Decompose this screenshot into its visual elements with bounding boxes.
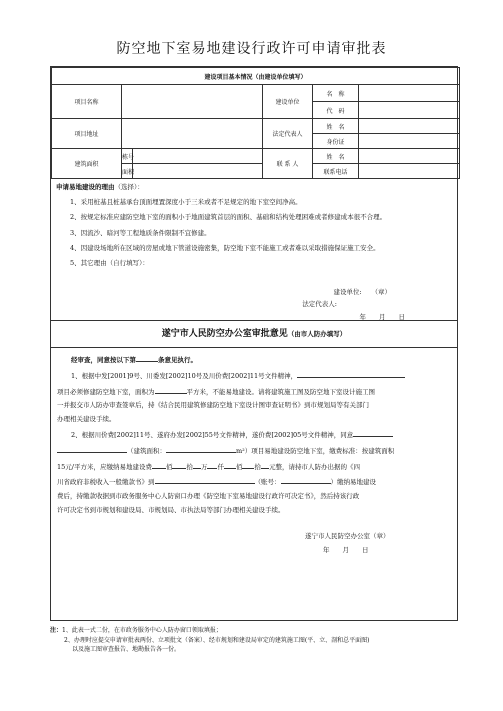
reason-item[interactable]: 1、采用桩基且桩基承台顶面埋置深度小于三米或者不足规定的地下室空间净高。 [70,198,302,207]
contact-name-label: 姓 名 [313,149,359,164]
bank-field[interactable] [155,474,255,484]
unit-code-label: 代 码 [313,102,359,119]
unit-name-label: 名 称 [313,85,359,102]
fee-unit: 佰 [165,462,173,471]
note-item: 2、办理时应提交申请审批表两份、立项批文（备案）、经市规划和建设局审定的建筑施工图(平、立、剖和总平面图) [64,636,370,644]
contact-label: 联 系 人 [263,149,313,179]
para2-project-field-2[interactable] [57,443,127,453]
fee-unit: 仟 [217,462,224,471]
area-label: 面积 [122,164,133,179]
building-no-field[interactable] [133,149,263,164]
notes-label: 注： [50,627,63,634]
fee-unit: 拾 [254,462,261,471]
para2-fee-b: 元整，请持市人防办出据的《四 [268,462,360,471]
para2-project-field[interactable] [353,427,393,437]
para2-bank-c: ）缴纳易地建设 [330,478,376,487]
unit-name-field[interactable] [359,85,460,102]
basic-info-header: 建设项目基本情况（由建设单位填写） [52,68,460,85]
project-address-label: 项目地址 [52,119,122,149]
para1-line2a: 项目必须修建防空地下室，面积为 [57,387,155,396]
contact-phone-field[interactable] [359,164,460,179]
para1-line2b: 平方米，不能易地建设。请将建筑施工图及防空地下室设计施工图 [186,387,375,396]
build-unit-label: 建设单位 [263,85,313,119]
fee-unit: 万 [200,462,208,471]
para1-area-field[interactable] [155,384,187,394]
sign-date: 年 月 日 [359,313,405,321]
basic-info-table [51,67,460,179]
sign-legal: 法定代表人: [302,300,337,308]
para2-fee-a: 15元/平方米，应缴纳易地建设费 [57,462,152,471]
opinion-heading: 遂宁市人民防空办公室审批意见 [161,329,288,339]
fee-unit: 拾 [186,462,193,471]
account-field[interactable] [281,474,331,484]
page-title: 防空地下室易地建设行政许可申请审批表 [116,41,387,57]
reason-item[interactable]: 2、按规定标准应建防空地下室的面积小于地面建筑首层的面积、基础和结构处理困难或者修建成本很不合理。 [70,213,387,222]
contact-name-field[interactable] [359,149,460,164]
fee-digit-field[interactable] [193,459,201,469]
reasons-heading-suffix: （选择）： [114,183,144,191]
legal-rep-name-field[interactable] [359,119,460,134]
para1-line4: 办理相关建设手续。 [57,415,116,424]
para1-project-field[interactable] [297,368,405,378]
para2-area-b: m²）项目易地建设防空地下室，缴费标准：按建筑面积 [236,446,395,455]
fee-digit-field[interactable] [261,459,269,469]
building-no-label: 栋号 [122,149,133,164]
fee-digit-field[interactable] [224,459,236,469]
opinion-header [51,321,457,348]
footnotes [50,626,470,655]
sign-unit: 建设单位: （章） [333,288,391,296]
fee-unit: 佰 [235,462,243,471]
area-field[interactable] [133,164,263,179]
note-item: 1、此表一式二份，在市政务服务中心人防办窗口领取填报； [62,627,222,634]
opinion-intro-b: 条意见执行。 [158,356,197,364]
opinion-sign: 遂宁市人民防空办公室（章） [305,531,390,540]
para2-line1: 2、根据川价费[2002]11号、遂府办发[2002]55号文件精神，遂价费[2002]05号文件精神，同意 [71,430,354,439]
unit-code-field[interactable] [359,102,460,119]
para2-bank-b: （账号： [254,478,281,487]
para2-area-a: （建筑面积： [127,446,166,455]
legal-rep-id-label: 身份证 [313,134,359,149]
project-name-label: 项目名称 [52,85,122,119]
fee-digit-field[interactable] [207,459,217,469]
para2-bank-a: 川省政府非税收入一般缴款书》到 [57,478,155,487]
reason-item[interactable]: 5、其它理由（自行填写）： [70,258,149,267]
legal-rep-name-label: 姓 名 [313,119,359,134]
approval-form [50,66,458,621]
note-item: 以及施工图审查报告、地勘报告各一份。 [72,646,181,653]
opinion-date: 年 月 日 [323,545,369,554]
legal-rep-label: 法定代表人 [263,119,313,149]
opinion-choice-field[interactable] [136,352,158,362]
fee-digit-field[interactable] [152,459,166,469]
project-name-field[interactable] [122,85,263,119]
contact-phone-label: 联系电话 [313,164,359,179]
para1-line3: 一并报交市人防办审查签章后，持《结合民用建筑修建防空地下室设计图审查证明书》到市规划局等有关部门 [57,401,369,410]
fee-digit-field[interactable] [242,459,254,469]
opinion-section [51,348,457,561]
project-address-field[interactable] [122,119,263,149]
para2-line6: 许可决定书到市规划和建设局、市规划局、市执法局等部门办理相关建设手续。 [57,505,285,514]
para2-area-field[interactable] [166,443,236,453]
reasons-heading: 申请易地建设的理由 [56,183,115,191]
reason-item[interactable]: 3、因流沙、暗河等工程地质条件限制不宜修建。 [70,228,211,237]
para1-line1: 1、根据中发[2001]9号、川委发[2002]10号及川价费[2002]11号文件精神， [71,371,298,380]
opinion-intro-a: 经审查，同意按以下第 [71,356,136,364]
reasons-section [51,179,457,321]
fee-digit-field[interactable] [172,459,186,469]
legal-rep-id-field[interactable] [359,134,460,149]
build-area-label: 建筑面积 [52,149,122,179]
opinion-heading-suffix: （由市人防办填写） [287,330,347,338]
para2-line5: 费后，持缴款收据到市政务服务中心人防窗口办理《防空地下室易地建设行政许可决定书》，然后持该行政 [57,492,360,501]
reason-item[interactable]: 4、因建设场地所在区域的房屋或地下管道设施密集，防空地下室不能施工或者难以采取措施保证施工安全。 [70,243,380,252]
